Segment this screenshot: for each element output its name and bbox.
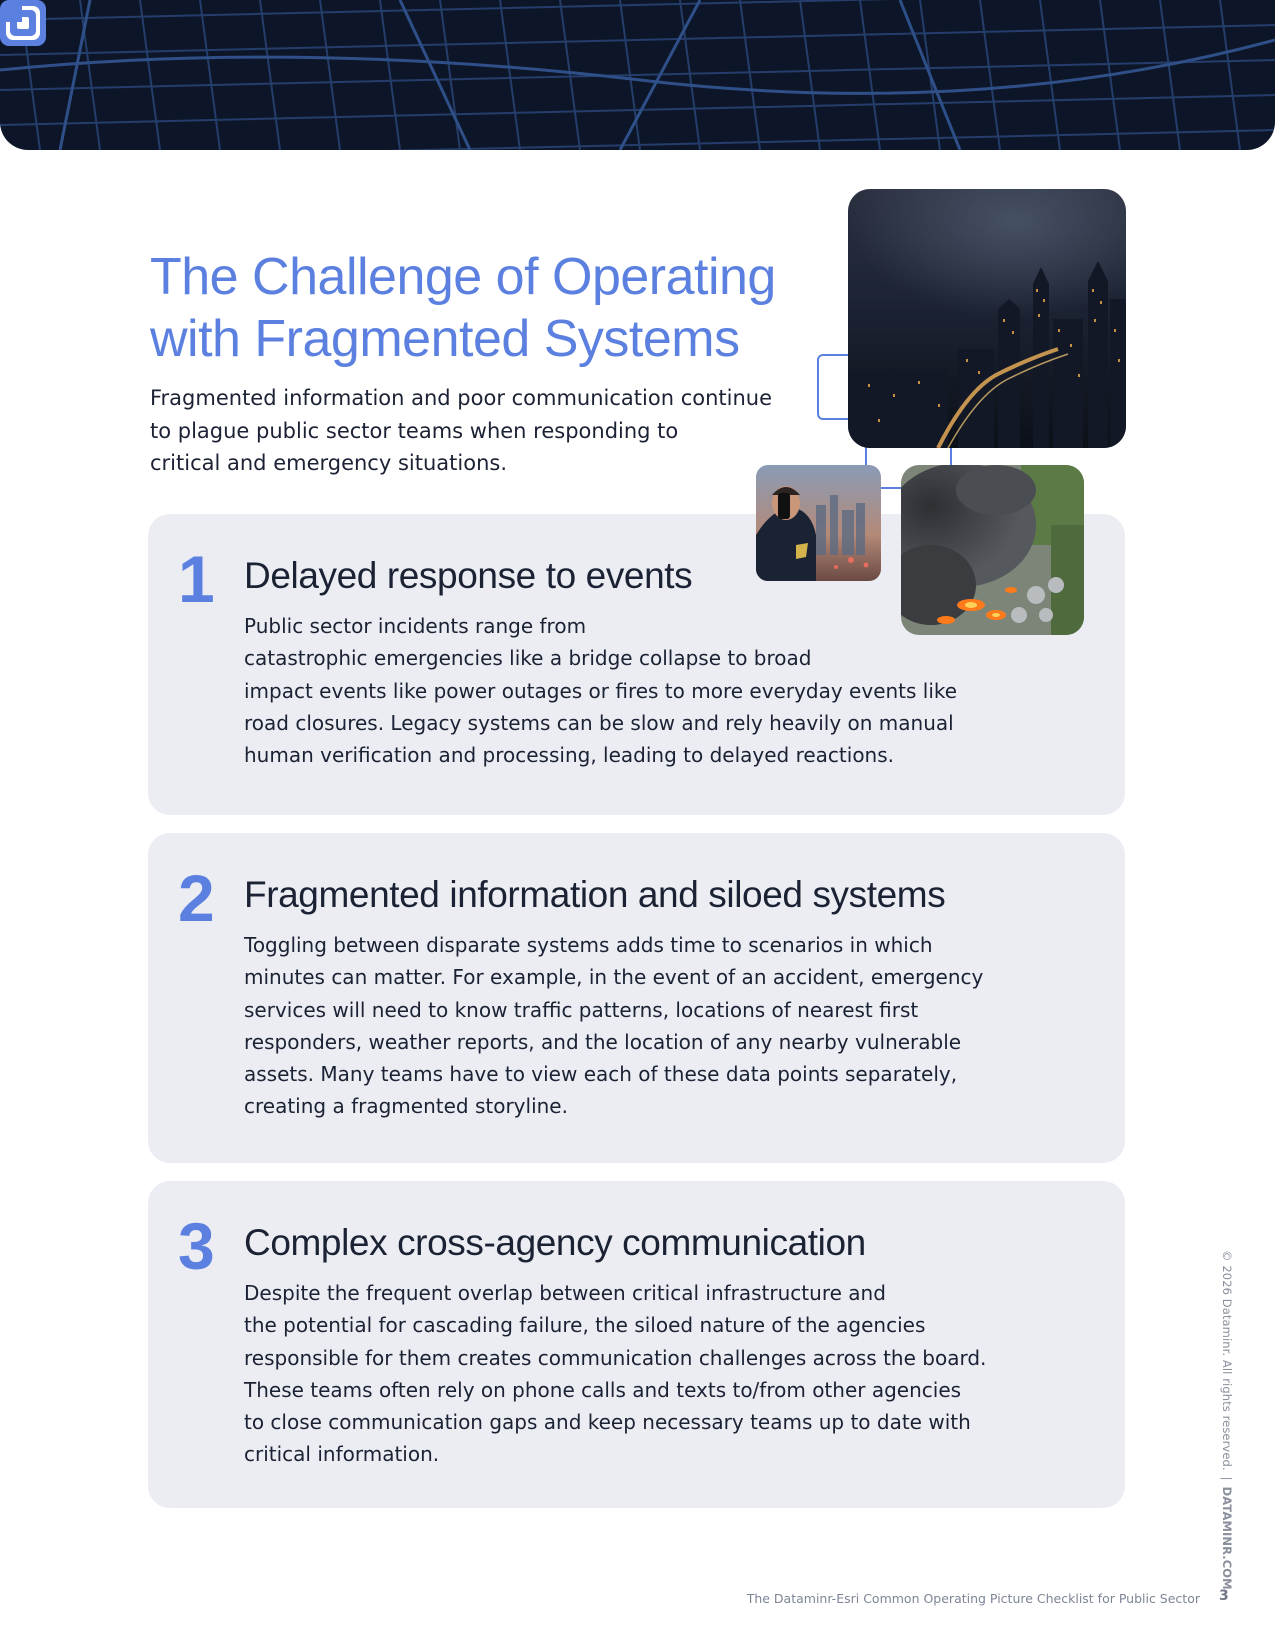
challenge-line: to close communication gaps and keep necessary teams up to date with xyxy=(244,1410,971,1435)
copyright-side-note xyxy=(1220,1250,1234,1590)
intro-line: Fragmented information and poor communication continue xyxy=(150,386,773,410)
challenge-card-3 xyxy=(148,1181,1125,1508)
challenge-line: assets. Many teams have to view each of these data points separately, xyxy=(244,1062,958,1087)
challenge-number: 1 xyxy=(178,542,215,616)
challenge-title: Complex cross-agency communication xyxy=(244,1222,866,1263)
challenge-line: the potential for cascading failure, the siloed nature of the agencies xyxy=(244,1313,926,1338)
challenge-title: Fragmented information and siloed systems xyxy=(244,874,946,915)
website-link[interactable]: DATAMINR.COM xyxy=(1220,1486,1234,1590)
challenge-line: Toggling between disparate systems adds time to scenarios in which xyxy=(244,933,933,957)
challenge-line: These teams often rely on phone calls and texts to/from other agencies xyxy=(244,1377,962,1402)
challenge-line: services will need to know traffic patterns, locations of nearest first xyxy=(244,997,919,1022)
challenge-number: 3 xyxy=(178,1209,215,1283)
challenge-description xyxy=(244,1277,1044,1471)
dataminr-logo-icon xyxy=(0,0,46,46)
industrial-fire-smoke-photo xyxy=(901,465,1084,635)
challenge-line: responsible for them creates communication challenges across the board. xyxy=(244,1345,987,1370)
page-number: 3 xyxy=(1219,1588,1229,1604)
street-map-pattern xyxy=(0,0,1275,150)
city-skyline-storm-photo xyxy=(848,189,1126,448)
challenge-title: Delayed response to events xyxy=(244,555,693,596)
intro-paragraph xyxy=(150,382,810,480)
challenge-line: responders, weather reports, and the location of any nearby vulnerable xyxy=(244,1029,962,1054)
footer-document-title: The Dataminr-Esri Common Operating Picture Checklist for Public Sector xyxy=(746,1591,1200,1606)
challenge-line: minutes can matter. For example, in the event of an accident, emergency xyxy=(244,965,984,990)
page-title-line-2: with Fragmented Systems xyxy=(150,310,740,368)
intro-line: critical and emergency situations. xyxy=(150,451,507,475)
header-banner xyxy=(0,0,1275,150)
challenge-number: 2 xyxy=(178,861,215,935)
challenge-line: catastrophic emergencies like a bridge collapse to broad xyxy=(244,646,812,671)
challenge-line: impact events like power outages or fires to more everyday events like xyxy=(244,678,958,703)
intro-line: to plague public sector teams when responding to xyxy=(150,418,679,443)
challenge-line: human verification and processing, leading to delayed reactions. xyxy=(244,743,895,768)
challenge-line: critical information. xyxy=(244,1442,440,1467)
challenge-description xyxy=(244,929,1044,1123)
page-title xyxy=(150,246,830,370)
challenge-line: Public sector incidents range from xyxy=(244,614,587,638)
challenge-line: road closures. Legacy systems can be slow and rely heavily on manual xyxy=(244,710,954,735)
copyright-text: © 2026 Dataminr. All rights reserved. xyxy=(1220,1250,1234,1471)
page-title-line-1: The Challenge of Operating xyxy=(150,248,776,306)
challenge-line: Despite the frequent overlap between critical infrastructure and xyxy=(244,1281,886,1305)
separator: | xyxy=(1220,1476,1234,1481)
challenge-card-2 xyxy=(148,833,1125,1163)
police-officer-radio-photo xyxy=(756,465,881,581)
challenge-line: creating a fragmented storyline. xyxy=(244,1094,568,1119)
